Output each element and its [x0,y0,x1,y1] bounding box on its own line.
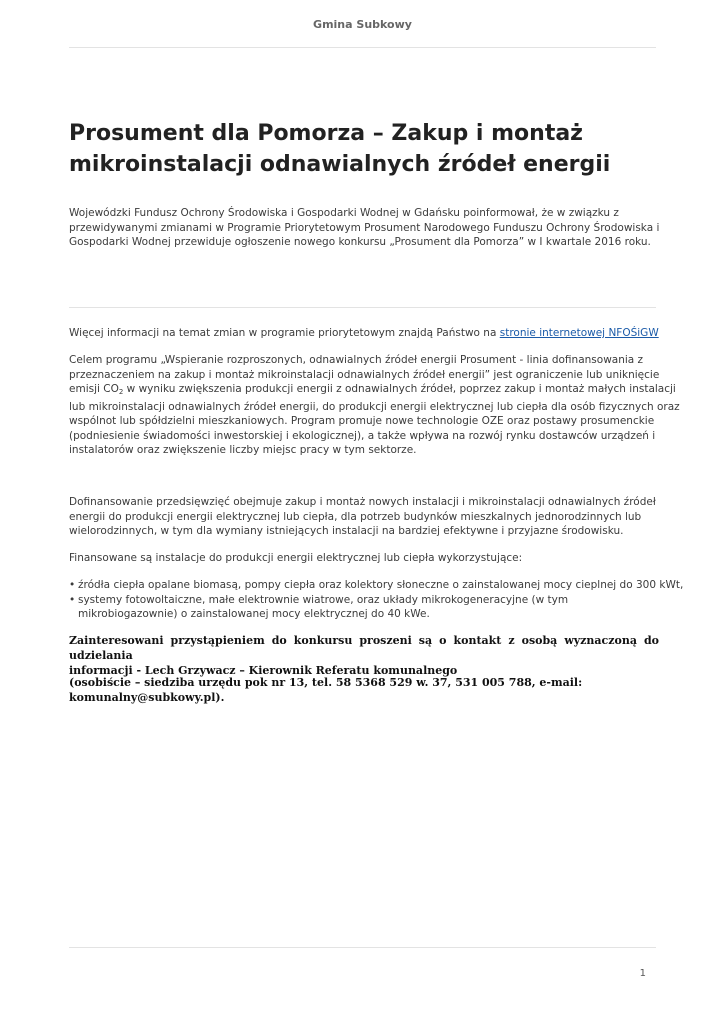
list-item: • źródła ciepła opalane biomasą, pompy ciepła oraz kolektory słoneczne o zainstalowanej mocy cieplnej do 300 kWt, [69,578,649,593]
funding-line: energii do produkcji energii elektrycznej lub ciepła, dla potrzeb budynków mieszkalnych jednorodzinnych lub [69,510,642,523]
address-paragraph [69,675,659,705]
financed-intro-text: Finansowane są instalacje do produkcji energii elektrycznej lub ciepła wykorzystujące: [69,552,523,564]
intro-line: przewidywanymi zmianami w Programie Priorytetowym Prosument Narodowego Funduszu Ochrony Środowiska i [69,221,660,234]
funding-line: wielorodzinnych, w tym dla wymiany istniejących instalacji na bardziej efektywne i przyjazne środowisku. [69,525,624,537]
financed-list [69,578,684,622]
contact-line: informacji - Lech Grzywacz – Kierownik Referatu komunalnego [69,664,458,677]
address-line: (osobiście – siedziba urzędu pok nr 13, tel. 58 5368 529 w. 37, 531 005 788, e-mail: [69,676,583,689]
page-title: Prosument dla Pomorza – Zakup i montaż mikroinstalacji odnawialnych źródeł energii [69,121,611,177]
intro-line: Gospodarki Wodnej przewiduje ogłoszenie nowego konkursu „Prosument dla Pomorza” w I kwartale 2016 roku. [69,236,651,248]
site-name: Gmina Subkowy [313,18,412,31]
header-divider [69,47,656,48]
funding-line: Dofinansowanie przedsięwzięć obejmuje zakup i montaż nowych instalacji i mikroinstalacji odnawialnych źródeł [69,496,656,508]
goal-line [69,382,676,400]
funding-paragraph [69,495,659,539]
list-item: • systemy fotowoltaiczne, małe elektrownie wiatrowe, oraz układy mikrokogeneracyjne (w tym mikrobiogazownie) o zainstalowanej mocy elektrycznej do 40 kWe. [69,593,649,622]
goal-line: Celem programu „Wspieranie rozproszonych, odnawialnych źródeł energii Prosument - linia dofinansowania z [69,354,644,366]
footer-divider [69,947,656,948]
page-number: 1 [639,968,646,979]
contact-paragraph [69,633,659,678]
more-info-paragraph [69,326,659,341]
goal-line-part: emisji CO [69,383,119,395]
goal-paragraph [69,353,680,458]
goal-line-part: w wyniku zwiększenia produkcji energii z odnawialnych źródeł, poprzez zakup i montaż małych instalacji [123,383,676,395]
intro-paragraph [69,206,659,250]
nfosigw-link[interactable]: stronie internetowej NFOŚiGW [499,327,659,339]
section-divider [69,307,656,308]
address-line: komunalny@subkowy.pl). [69,691,225,704]
goal-line: przeznaczeniem na zakup i montaż mikroinstalacji odnawialnych źródeł energii” jest ograniczenie lub uniknięcie [69,368,660,381]
goal-line: (podniesienie świadomości inwestorskiej i ekologicznej), a także wpływa na rozwój rynku dostawców urządzeń i [69,429,656,442]
more-info-text: Więcej informacji na temat zmian w programie priorytetowym znajdą Państwo na [69,327,500,339]
co2-subscript: 2 [118,388,124,396]
goal-line: lub mikroinstalacji odnawialnych źródeł energii, do produkcji energii elektrycznej lub ciepła dla osób fizycznych oraz [69,400,680,413]
goal-line: instalatorów oraz zwiększenie liczby miejsc pracy w tym sektorze. [69,444,417,456]
goal-line: wspólnot lub spółdzielni mieszkaniowych. Program promuje nowe technologie OZE oraz postawy prosumenckie [69,415,655,427]
intro-line: Wojewódzki Fundusz Ochrony Środowiska i Gospodarki Wodnej w Gdańsku poinformował, że w związku z [69,207,619,219]
financed-intro [69,551,659,566]
contact-line: Zainteresowani przystąpieniem do konkursu proszeni są o kontakt z osobą wyznaczoną do udzielania [69,634,659,662]
